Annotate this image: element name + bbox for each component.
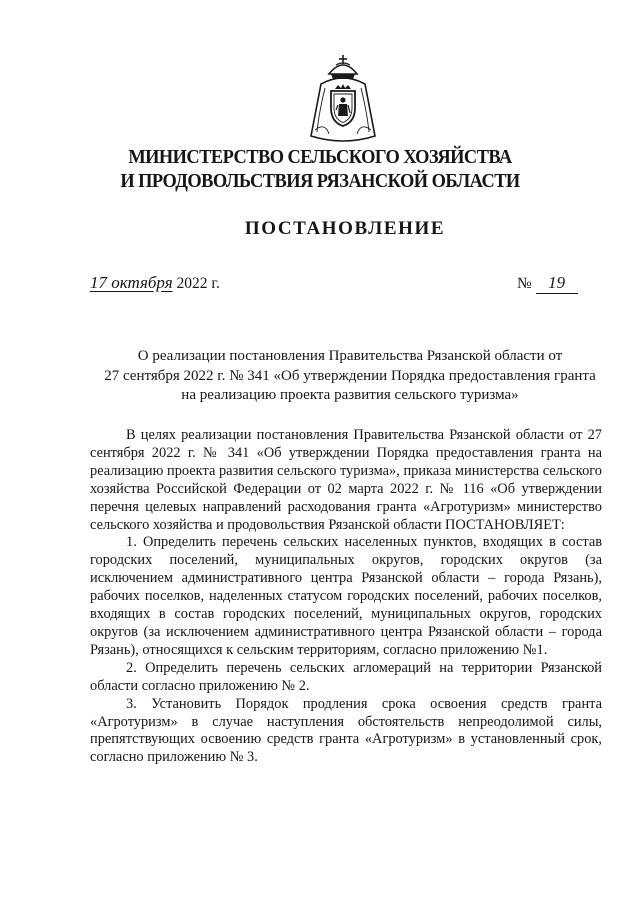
clause-1-paragraph: 1. Определить перечень сельских населенных пунктов, входящих в состав городских поселений, муниципальных округов, городских округов (за исключением административного центра Рязанской области – города Рязань), рабочих поселков, наделенных статусом городских поселений, рабочих поселков, входящих в состав городских поселений, муниципальных округов, городских округов (за исключением административного центра Рязанской области – города Рязань), относящихся к сельским территориям, согласно приложению №1. — [90, 534, 602, 658]
subject-line-2: 27 сентября 2022 г. № 341 «Об утверждении Порядка предоставления гранта — [104, 367, 596, 384]
subject-line-1: О реализации постановления Правительства Рязанской области от — [137, 348, 563, 364]
date-year: 2022 г. — [176, 275, 220, 292]
document-title: ПОСТАНОВЛЕНИЕ — [244, 218, 446, 239]
number-label: № — [517, 275, 532, 292]
subject-line-3: на реализацию проекта развития сельского туризма» — [181, 387, 519, 403]
document-subject — [80, 347, 620, 406]
document-body — [90, 427, 602, 767]
clause-2-paragraph: 2. Определить перечень сельских агломераций на территории Рязанской области согласно приложению № 2. — [90, 659, 602, 694]
document-number — [517, 273, 578, 294]
handwritten-date: 17 октября — [90, 273, 173, 292]
ryazan-coat-of-arms-icon — [303, 52, 383, 146]
document-date — [90, 273, 220, 293]
ministry-name-line-1: МИНИСТЕРСТВО СЕЛЬСКОГО ХОЗЯЙСТВА — [128, 146, 512, 168]
preamble-paragraph: В целях реализации постановления Правительства Рязанской области от 27 сентября 2022 г. № 341 «Об утверждении Порядка предоставления гранта на реализацию проекта развития сельского туризма», приказа министерства сельского хозяйства Российской Федерации от 02 марта 2022 г. № 116 «Об утверждении перечня целевых направлений расходования гранта «Агротуризм» министерство сельского хозяйства и продовольствия Рязанской области ПОСТАНОВЛЯЕТ: — [90, 427, 602, 533]
handwritten-number: 19 — [536, 273, 578, 294]
clause-3-paragraph: 3. Установить Порядок продления срока освоения средств гранта «Агротуризм» в случае наступления обстоятельств непреодолимой силы, препятствующих освоению средств гранта «Агротуризм» в установленный срок, согласно приложению № 3. — [90, 695, 602, 766]
ministry-name-line-2: И ПРОДОВОЛЬСТВИЯ РЯЗАНСКОЙ ОБЛАСТИ — [120, 170, 520, 192]
